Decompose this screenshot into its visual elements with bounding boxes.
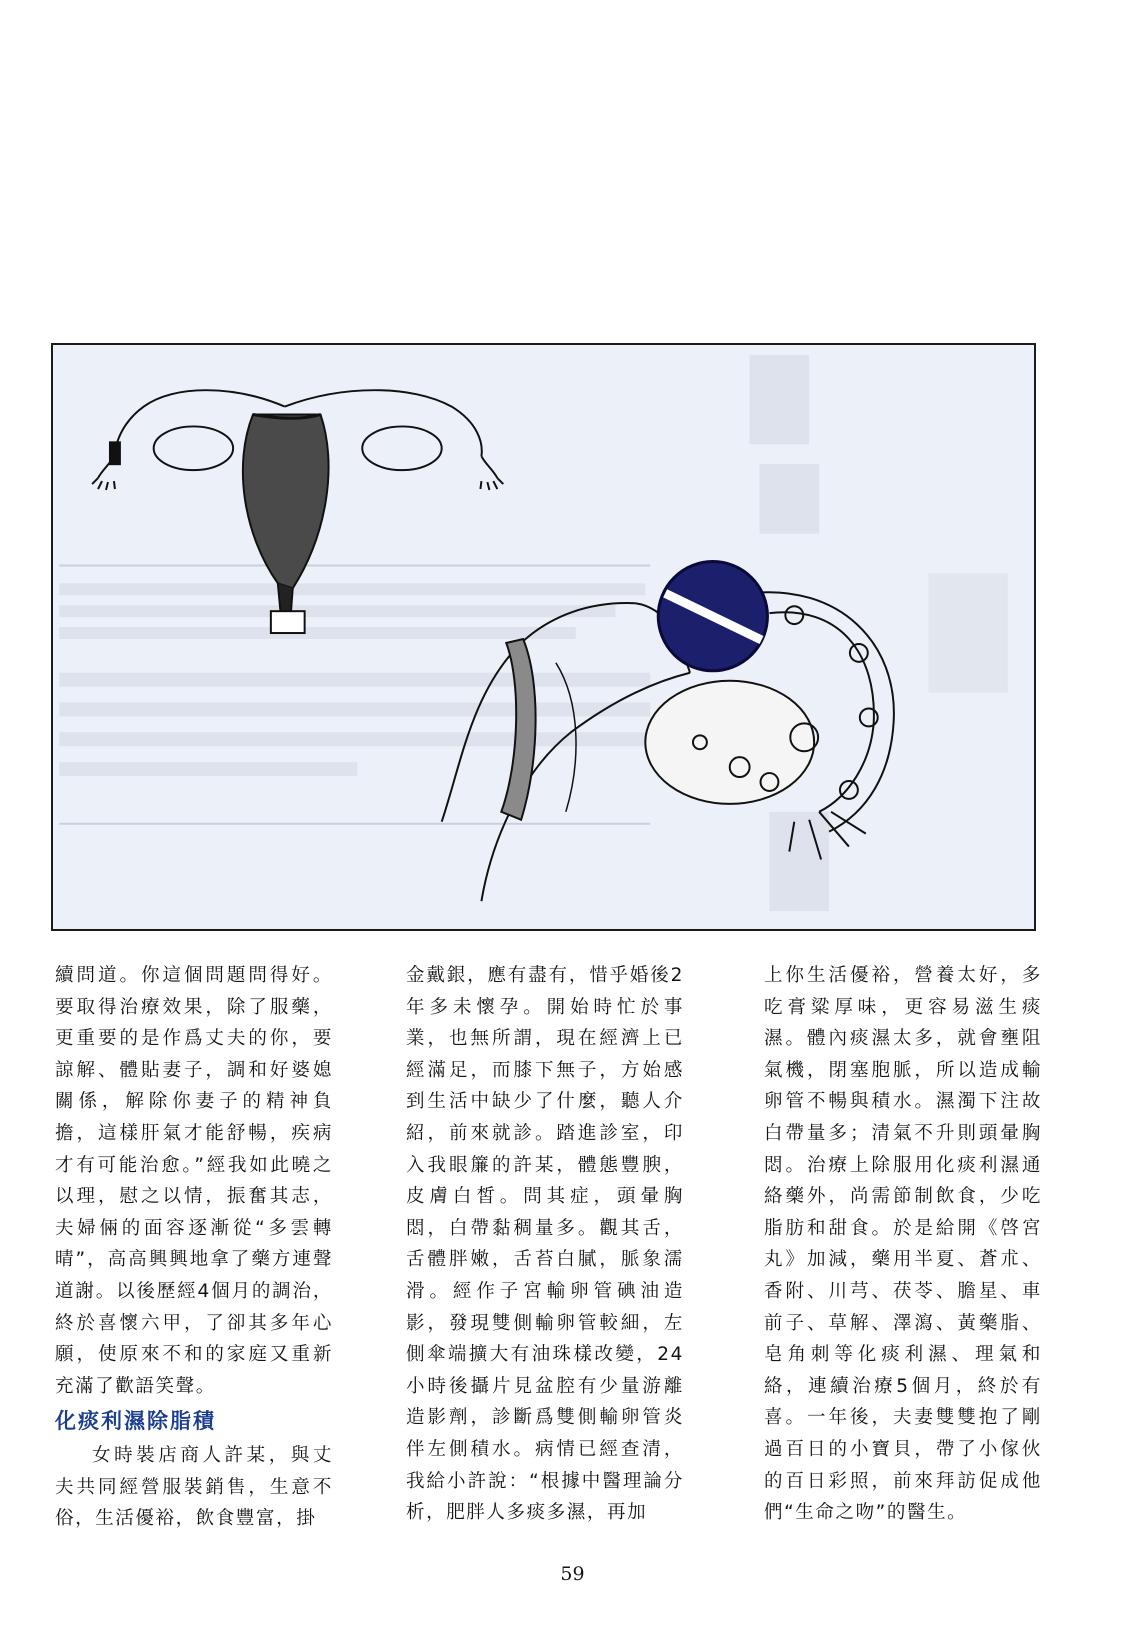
paragraph: 續問道。你這個問題問得好。要取得治療效果，除了服藥，更重要的是作爲丈夫的你，要諒解、體貼妻子，調和好婆媳關係，解除你妻子的精神負擔，這樣肝氣才能舒暢，疾病才有可能治愈。”經我如此曉之以理，慰之以情，振奮其志，夫婦倆的面容逐漸從“多雲轉晴”，高高興興地拿了藥方連聲道謝。以後歷經4個月的調治，終於喜懷六甲，了卻其多年心願，使原來不和的家庭又重新充滿了歡語笑聲。: [55, 965, 333, 1397]
uterus-illustration: [92, 390, 503, 633]
anatomy-figure: [51, 343, 1036, 931]
blocked-tube-symbol: [658, 562, 767, 671]
text-column-1: [55, 960, 333, 1535]
paragraph: 上你生活優裕，營養太好，多吃膏粱厚味，更容易滋生痰濕。體內痰濕太多，就會壅阻氣機，閉塞胞脈，所以造成輸卵管不暢與積水。濕濁下注故白帶量多；清氣不升則頭暈胸悶。治療上除服用化痰利濕通絡藥外，尚需節制飲食，少吃脂肪和甜食。於是給開《啓宮丸》加減，藥用半夏、蒼朮、香附、川芎、茯苓、膽星、車前子、草解、澤瀉、黃藥脂、皂角刺等化痰利濕、理氣和絡，連續治療5個月，終於有喜。一年後，夫妻雙雙抱了剛過百日的小寶貝，帶了小傢伙的百日彩照，前來拜訪促成他們“生命之吻”的醫生。: [764, 965, 1042, 1524]
page-number: 59: [560, 1563, 585, 1585]
section-heading: 化痰利濕除脂積: [55, 1409, 216, 1434]
text-column-2: [406, 960, 684, 1529]
paragraph: 女時裝店商人許某，與丈夫共同經營服裝銷售，生意不俗，生活優裕，飲食豐富，掛: [55, 1444, 333, 1530]
text-column-3: [764, 960, 1042, 1529]
paragraph: 金戴銀，應有盡有，惜乎婚後2年多未懷孕。開始時忙於事業，也無所謂，現在經濟上已經滿足，而膝下無子，方始感到生活中缺少了什麼，聽人介紹，前來就診。踏進診室，印入我眼簾的許某，體態豐腴，皮膚白皙。問其症，頭暈胸悶，白帶黏稠量多。觀其舌，舌體胖嫩，舌苔白膩，脈象濡滑。經作子宮輸卵管碘油造影，發現雙側輸卵管較細，左側傘端擴大有油珠樣改變，24小時後攝片見盆腔有少量游離造影劑，診斷爲雙側輸卵管炎伴左側積水。病情已經查清，我給小許說：“根據中醫理論分析，肥胖人多痰多濕，再加: [406, 965, 684, 1524]
